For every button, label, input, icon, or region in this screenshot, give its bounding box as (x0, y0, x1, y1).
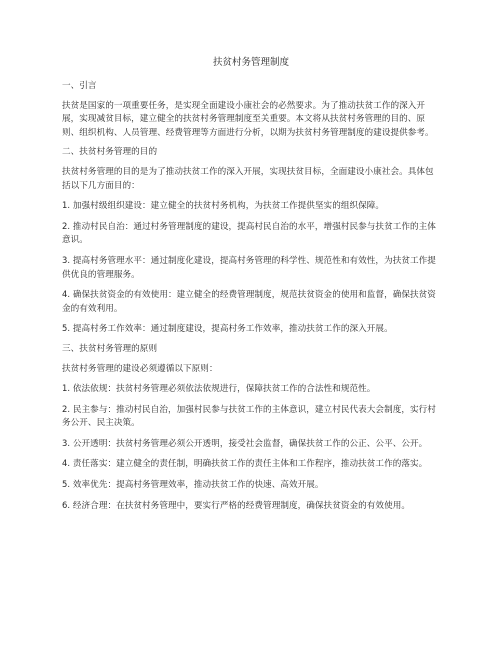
list-item-text: 依法依规：扶贫村务管理必须依法依规进行，保障扶贫工作的合法性和规范性。 (72, 384, 376, 395)
list-item-text: 确保扶贫资金的有效使用：建立健全的经费管理制度，规范扶贫资金的使用和监督，确保扶贫资金的有效利用。 (62, 290, 436, 314)
list-item (62, 403, 442, 431)
list-item-number: 3. (62, 437, 71, 448)
list-item (62, 199, 442, 214)
document-title: 扶贫村务管理制度 (212, 57, 289, 68)
section-heading-introduction: 一、引言 (62, 81, 97, 91)
purpose-intro-paragraph: 扶贫村务管理的目的是为了推动扶贫工作的深入开展，实现扶贫目标，全面建设小康社会。具体包括以下几方面目的： (62, 166, 434, 191)
principles-intro-paragraph: 扶贫村务管理的建设必须遵循以下原则： (62, 363, 218, 374)
list-item-number: 3. (62, 254, 71, 265)
list-item-text: 加强村级组织建设：建立健全的扶贫村务机构，为扶贫工作提供坚实的组织保障。 (72, 201, 385, 212)
section-heading-principles: 三、扶贫村务管理的原则 (62, 343, 158, 354)
list-item (62, 322, 442, 337)
list-item (62, 437, 442, 452)
list-item-text: 提高村务工作效率：通过制度建设，提高村务工作效率，推动扶贫工作的深入开展。 (72, 324, 393, 335)
list-item-number: 4. (62, 458, 71, 469)
list-item (62, 478, 442, 493)
list-item-text: 公开透明：扶贫村务管理必须公开透明，接受社会监督，确保扶贫工作的公正、公平、公开。 (72, 438, 428, 449)
list-item-text: 民主参与：推动村民自治，加强村民参与扶贫工作的主体意识，建立村民代表大会制度，实行村务公开、民主决策。 (62, 404, 436, 429)
list-item (62, 254, 442, 282)
list-item (62, 499, 442, 514)
list-item (62, 382, 442, 397)
list-item-number: 2. (62, 220, 71, 231)
list-item-number: 4. (62, 289, 71, 300)
list-item-text: 责任落实：建立健全的责任制，明确扶贫工作的责任主体和工作程序，推动扶贫工作的落实。 (72, 459, 428, 470)
section-heading-purpose: 二、扶贫村务管理的目的 (62, 147, 158, 158)
list-item-number: 5. (62, 323, 71, 334)
document-body (62, 80, 442, 519)
list-item-number: 5. (62, 479, 71, 490)
list-item-number: 6. (62, 499, 71, 510)
list-item-text: 推动村民自治：通过村务管理制度的建设，提高村民自治的水平，增强村民参与扶贫工作的主体意识。 (62, 221, 436, 246)
list-item-text: 经济合理：在扶贫村务管理中，要实行严格的经费管理制度，确保扶贫资金的有效使用。 (72, 500, 410, 511)
list-item-text: 提高村务管理水平：通过制度化建设，提高村务管理的科学性、规范性和有效性，为扶贫工作提供优良的管理服务。 (62, 255, 436, 280)
list-item (62, 288, 442, 316)
list-item-number: 2. (62, 403, 71, 414)
list-item (62, 220, 442, 248)
list-item-number: 1. (62, 383, 71, 394)
introduction-paragraph: 扶贫是国家的一项重要任务，是实现全面建设小康社会的必然要求。为了推动扶贫工作的深入开展，实现减贫目标，建立健全的扶贫村务管理制度至关重要。本文将从扶贫村务管理的目的、原则、组织机构、人员管理、经费管理等方面进行分析，以期为扶贫村务管理制度的建设提供参考。 (62, 100, 434, 138)
list-item-number: 1. (62, 200, 71, 211)
list-item (62, 457, 442, 472)
list-item-text: 效率优先：提高村务管理效率，推动扶贫工作的快速、高效开展。 (72, 480, 324, 491)
